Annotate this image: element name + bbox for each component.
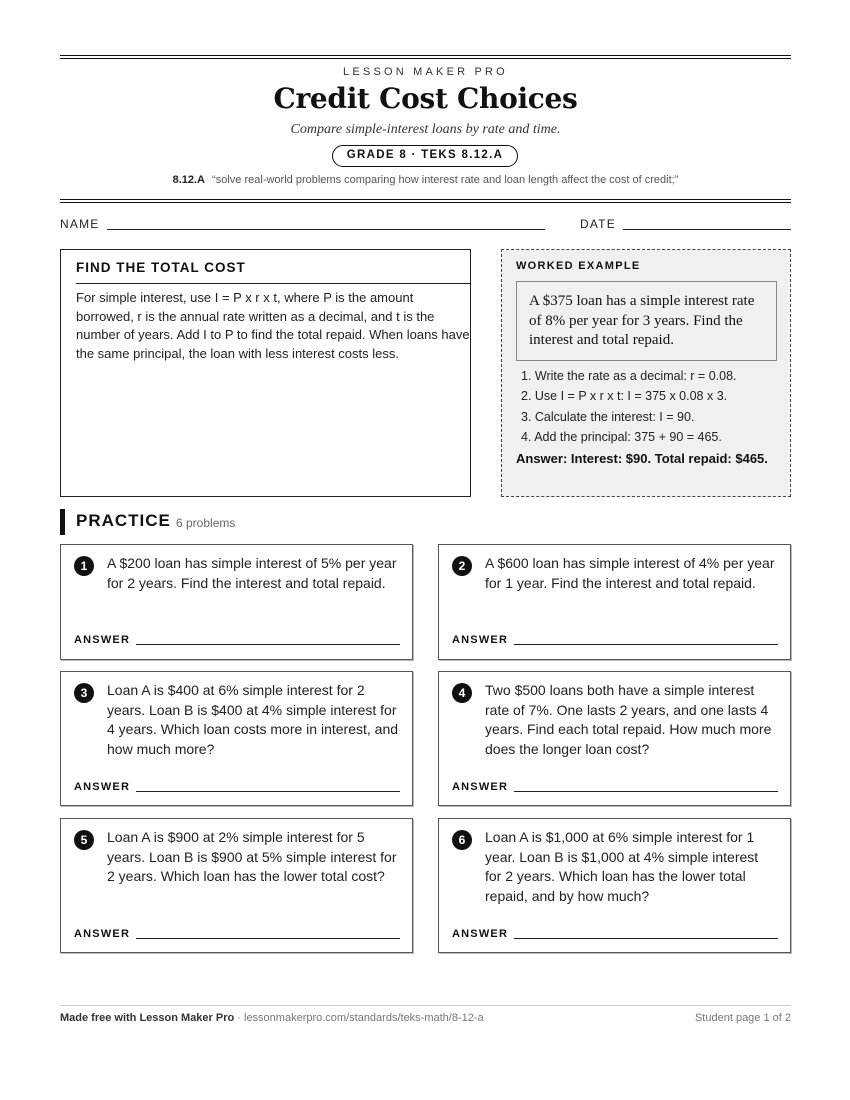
problem-card [438,671,791,806]
answer-field[interactable] [136,938,400,939]
page-subtitle: Compare simple-interest loans by rate and time. [290,122,561,137]
answer-label: ANSWER [74,634,131,646]
problem-number: 4 [452,683,472,703]
practice-count: 6 problems [176,516,236,530]
answer-field[interactable] [514,644,778,645]
answer-label: ANSWER [452,928,509,940]
worked-example-steps [516,366,778,447]
problem-text: Loan A is $900 at 2% simple interest for 5 years. Loan B is $900 at 5% simple interest for 2 years. Which loan has the lower total cost? [107,829,397,884]
footer-rule [60,1005,791,1006]
problem-number: 2 [452,556,472,576]
worked-example-answer: Answer: Interest: $90. Total repaid: $465. [516,451,768,466]
problem-card [60,671,413,806]
info-title: FIND THE TOTAL COST [76,260,246,275]
brand-label: LESSON MAKER PRO [343,66,508,78]
worked-example-prompt: A $375 loan has a simple interest rate of 8% per year for 3 years. Find the interest and total repaid. [516,281,777,361]
answer-field[interactable] [514,791,778,792]
standard-statement [60,174,791,186]
problem-number: 1 [74,556,94,576]
worked-example-box [501,249,791,497]
answer-field[interactable] [514,938,778,939]
worksheet-page [60,0,791,1100]
problem-text: Loan A is $400 at 6% simple interest for 2 years. Loan B is $400 at 4% simple interest for 4 years. Which loan costs more in interest, and how much more? [107,682,399,757]
problem-card [60,544,413,660]
answer-label: ANSWER [74,781,131,793]
answer-label: ANSWER [452,634,509,646]
footer-page-number: Student page 1 of 2 [694,1012,791,1024]
name-field[interactable] [107,229,545,230]
name-label: NAME [60,217,100,231]
footer-url[interactable]: · lessonmakerpro.com/standards/teks-math/8-12-a [234,1012,484,1024]
page-title: Credit Cost Choices [273,82,578,115]
worked-example-step: 1. Write the rate as a decimal: r = 0.08. [521,369,737,383]
problem-number: 5 [74,830,94,850]
problem-text: Two $500 loans both have a simple interest rate of 7%. One lasts 2 years, and one lasts 4 years. Find each total repaid. How much more does the longer loan cost? [485,682,772,757]
answer-label: ANSWER [74,928,131,940]
problem-text: A $200 loan has simple interest of 5% per year for 2 years. Find the interest and total repaid. [107,555,397,591]
problem-text: Loan A is $1,000 at 6% simple interest for 1 year. Loan B is $1,000 at 4% simple interest for 2 years. Which loan has the lower total repaid, and by how much? [485,829,759,904]
info-body: For simple interest, use I = P x r x t, where P is the amount borrowed, r is the annual rate written as a decimal, and t is the number of years. Add I to P to find the total repaid. When loans have the same principal, the loan with less interest costs less. [76,290,470,361]
practice-title: PRACTICE [76,511,171,530]
header-top-rule [60,55,791,56]
info-title-rule [76,283,471,284]
worked-example-label: WORKED EXAMPLE [516,260,641,272]
header-bottom-rule [60,199,791,200]
footer-credit [60,1012,484,1024]
info-box [60,249,471,497]
problem-card [438,818,791,953]
problem-card [438,544,791,660]
footer-made-with: Made free with Lesson Maker Pro [60,1012,235,1024]
standard-text: “solve real-world problems comparing how interest rate and loan length affect the cost of credit;” [212,174,679,186]
worked-example-step: 4. Add the principal: 375 + 90 = 465. [521,429,722,444]
problem-card [60,818,413,953]
problem-number: 3 [74,683,94,703]
answer-field[interactable] [136,791,400,792]
date-field[interactable] [623,229,791,230]
grade-badge: GRADE 8 · TEKS 8.12.A [332,145,518,167]
standard-code: 8.12.A [172,174,206,186]
practice-accent-bar [60,509,65,535]
worked-example-step: 3. Calculate the interest: I = 90. [521,409,695,424]
worked-example-step: 2. Use I = P x r x t: I = 375 x 0.08 x 3. [521,389,728,404]
problem-number: 6 [452,830,472,850]
answer-field[interactable] [136,644,400,645]
answer-label: ANSWER [452,781,509,793]
date-label: DATE [580,217,616,231]
problem-text: A $600 loan has simple interest of 4% per year for 1 year. Find the interest and total repaid. [485,555,775,591]
